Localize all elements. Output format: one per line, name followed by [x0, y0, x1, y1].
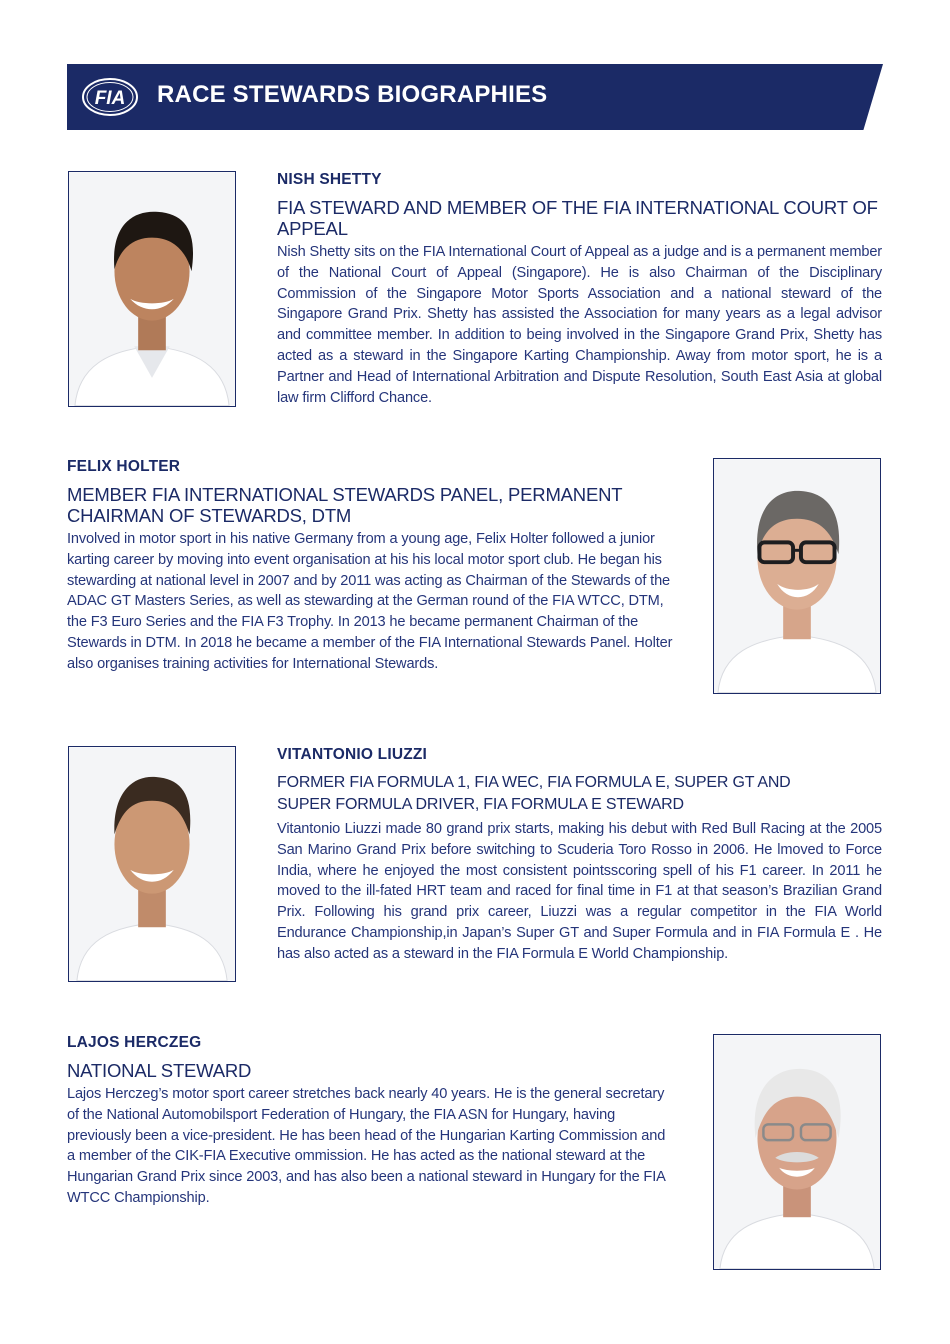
- page-title: RACE STEWARDS BIOGRAPHIES: [157, 81, 548, 108]
- steward-name: NISH SHETTY: [277, 171, 382, 188]
- steward-name: FELIX HOLTER: [67, 458, 181, 475]
- steward-bio-felix-holter: [67, 458, 677, 675]
- steward-biography: Nish Shetty sits on the FIA International Court of Appeal as a judge and is a permanent member of the National Court of Appeal (Singapore). He is also Chairman of the Disciplinary Commission of the Singapore Motor Sports Association and a national steward of the Singapore Grand Prix. Shetty has assisted the Association for many years as a legal advisor and committee member. In addition to being involved in the Singapore Grand Prix, Shetty has acted as a steward in the Singapore Karting Championship. Away from motor sport, he is a Partner and Head of International Arbitration and Dispute Resolution, South East Asia at global law firm Clifford Chance.: [277, 244, 882, 406]
- steward-role: FORMER FIA FORMULA 1, FIA WEC, FIA FORMULA E, SUPER GT AND SUPER FORMULA DRIVER, FIA FORMULA E STEWARD: [277, 774, 791, 813]
- steward-biography: Involved in motor sport in his native Germany from a young age, Felix Holter followed a junior karting career by moving into event organisation at his his local motor sport club. He began his stewarding at national level in 2007 and by 2011 was acting as Chairman of the Stewards of the ADAC GT Masters Series, as well as stewarding at the German round of the FIA WTCC, DTM, the F3 Euro Series and the FIA F3 Trophy. In 2013 he became permanent Chairman of the Stewards in DTM. In 2018 he became a member of the FIA International Stewards Panel. Holter also organises training activities for International Stewards.: [67, 531, 673, 672]
- fia-logo-text: FIA: [94, 88, 126, 109]
- steward-biography: Lajos Herczeg’s motor sport career stretches back nearly 40 years. He is the general secretary of the National Automobilsport Federation of Hungary, the FIA ASN for Hungary, having previously been a vice-president. He has been head of the Hungarian Karting Commission and a member of the CIK-FIA Executive ommission. He has acted as the national steward at the Hungarian Grand Prix since 2003, and has also been a national steward in Hungary for the FIA WTCC Championship.: [67, 1086, 666, 1206]
- fia-logo: [80, 76, 140, 118]
- steward-name: LAJOS HERCZEG: [67, 1034, 202, 1051]
- steward-role: FIA STEWARD AND MEMBER OF THE FIA INTERNATIONAL COURT OF APPEAL: [277, 197, 878, 239]
- steward-photo-vitantonio-liuzzi: [68, 746, 236, 982]
- steward-photo-felix-holter: [713, 458, 881, 694]
- steward-bio-vitantonio-liuzzi: [277, 746, 882, 965]
- steward-biography: Vitantonio Liuzzi made 80 grand prix starts, making his debut with Red Bull Racing at the 2005 San Marino Grand Prix before switching to Scuderia Toro Rosso in 2006. He lmoved to Force India, where he enjoyed the most consistent pointsscoring spell of his F1 career. In 2011 he moved to the ill-fated HRT team and raced for final time in F1 at that season’s Brazilian Grand Prix. Following his grand prix career, Liuzzi was a regular competitor in the FIA World Endurance Championship,in Japan’s Super GT and Super Formula and in FIA Formula E . He has also acted as a steward in the FIA Formula E World Championship.: [277, 821, 882, 962]
- steward-photo-lajos-herczeg: [713, 1034, 881, 1270]
- steward-role: MEMBER FIA INTERNATIONAL STEWARDS PANEL, PERMANENT CHAIRMAN OF STEWARDS, DTM: [67, 484, 623, 526]
- steward-photo-nish-shetty: [68, 171, 236, 407]
- steward-name: VITANTONIO LIUZZI: [277, 746, 428, 763]
- steward-bio-nish-shetty: [277, 171, 882, 408]
- steward-bio-lajos-herczeg: [67, 1034, 667, 1209]
- steward-role: NATIONAL STEWARD: [67, 1060, 252, 1081]
